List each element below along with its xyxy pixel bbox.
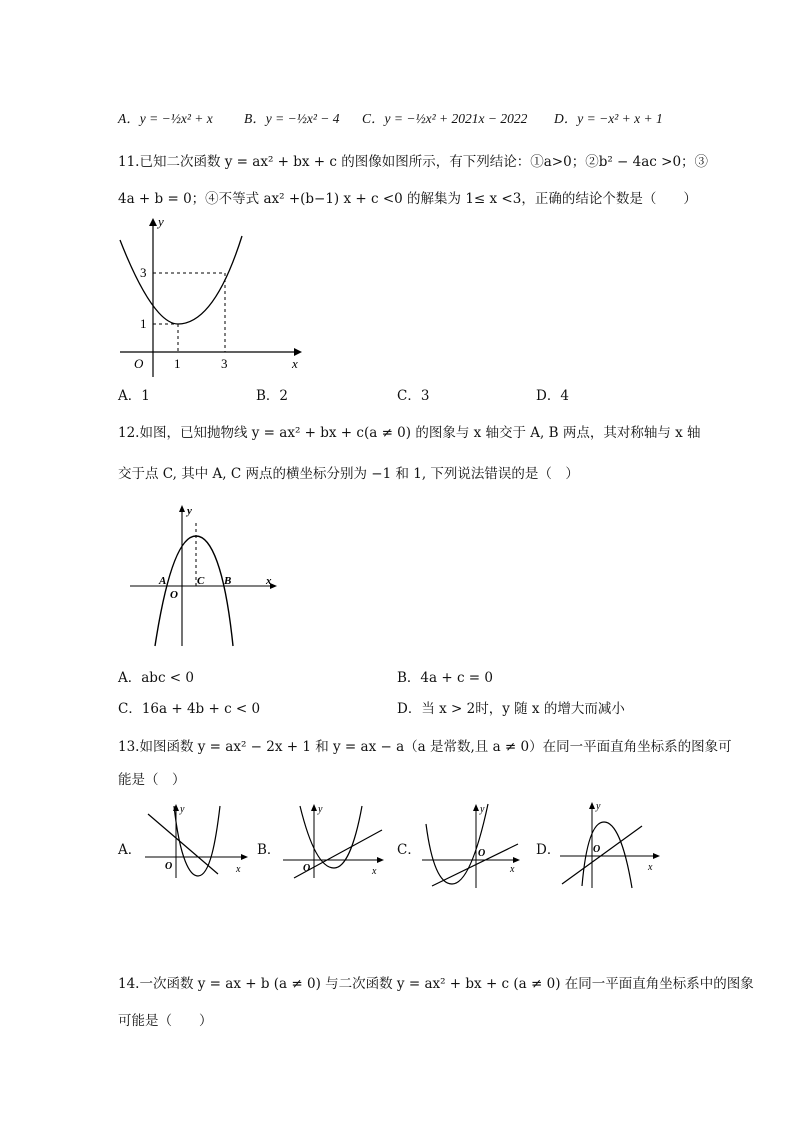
q11-origin-label: O: [134, 356, 144, 371]
q13d-y-label: y: [596, 801, 601, 812]
q13-option-d[interactable]: D．: [536, 842, 561, 858]
q11-parabola: [120, 236, 242, 324]
q12-option-c[interactable]: C．16a + 4b + c < 0: [118, 701, 261, 717]
q11-tick-y1: 1: [140, 316, 147, 331]
q13b-origin-label: O: [303, 863, 311, 874]
q11-stem-line2: 4a + b = 0；④不等式 ax² +(b−1) x + c <0 的解集为 1≤ x <3，正确的结论个数是（ ）: [118, 191, 697, 207]
q12-stem-line1: 12.如图，已知抛物线 y = ax² + bx + c(a ≠ 0) 的图象与 x 轴交于 A, B 两点，其对称轴与 x 轴: [118, 425, 701, 441]
q11-option-d[interactable]: D．4: [536, 388, 569, 404]
q13a-origin-label: O: [165, 861, 173, 872]
q13d-parabola: [582, 822, 632, 888]
q11-tick-x3: 3: [221, 356, 228, 371]
q12-point-b: B: [224, 575, 232, 587]
q12-point-c: C: [197, 575, 205, 587]
q13a-x-label: x: [236, 864, 241, 875]
q11-graph: [112, 212, 312, 382]
q12-parabola: [155, 536, 233, 646]
q12-option-b[interactable]: B．4a + c = 0: [397, 670, 493, 686]
q13c-line: [432, 844, 518, 886]
q13b-parabola: [300, 806, 362, 868]
q12-x-label: x: [266, 575, 272, 587]
q11-option-c[interactable]: C．3: [397, 388, 430, 404]
q13c-y-arrow-icon: [473, 804, 479, 811]
q11-y-label: y: [158, 214, 164, 229]
q13-stem-line2: 能是（ ）: [118, 772, 186, 788]
q13a-line: [148, 814, 218, 874]
q13c-origin-label: O: [478, 848, 486, 859]
q13c-x-arrow-icon: [513, 857, 520, 863]
q11-x-arrow-icon: [294, 348, 302, 356]
q13d-x-label: x: [648, 862, 653, 873]
q11-stem-line1: 11.已知二次函数 y = ax² + bx + c 的图像如图所示，有下列结论：①a>0；②b² − 4ac >0；③: [118, 154, 709, 170]
q11-tick-x1: 1: [174, 356, 181, 371]
q13c-parabola: [426, 804, 488, 884]
q10-option-c[interactable]: C．y = −½x² + 2021x − 2022: [362, 111, 528, 126]
q10-option-d[interactable]: D．y = −x² + x + 1: [554, 111, 663, 126]
q11-option-b[interactable]: B．2: [256, 388, 289, 404]
q13d-y-arrow-icon: [589, 802, 595, 809]
q11-y-arrow-icon: [149, 218, 157, 226]
q13-stem-line1: 13.如图函数 y = ax² − 2x + 1 和 y = ax − a（a 是常数,且 a ≠ 0）在同一平面直角坐标系的图象可: [118, 739, 732, 755]
q12-y-arrow-icon: [179, 505, 185, 512]
q13-graph-a: [140, 800, 252, 880]
q12-point-a: A: [159, 575, 167, 587]
q13d-origin-label: O: [593, 844, 601, 855]
q13a-parabola: [174, 806, 220, 876]
q13d-x-arrow-icon: [653, 853, 660, 859]
q10-option-b[interactable]: B．y = −½x² − 4: [244, 111, 340, 126]
q13a-x-arrow-icon: [241, 854, 248, 860]
q11-tick-y3: 3: [140, 265, 147, 280]
q13-option-b[interactable]: B．: [257, 842, 281, 858]
q14-stem-line2: 可能是（ ）: [118, 1013, 213, 1029]
q13b-y-arrow-icon: [311, 804, 317, 811]
q13a-y-label: y: [180, 804, 185, 815]
q12-option-d[interactable]: D．当 x > 2时，y 随 x 的增大而减小: [397, 701, 625, 717]
q13b-x-arrow-icon: [377, 857, 384, 863]
q12-y-label: y: [187, 505, 192, 517]
q13c-y-label: y: [480, 804, 485, 815]
q13-graph-c: [418, 800, 530, 890]
q12-origin-label: O: [170, 589, 178, 601]
q12-option-a[interactable]: A．abc < 0: [118, 670, 194, 686]
q14-stem-line1: 14.一次函数 y = ax + b (a ≠ 0) 与二次函数 y = ax² + bx + c (a ≠ 0) 在同一平面直角坐标系中的图象: [118, 976, 754, 992]
q10-option-a[interactable]: A．y = −½x² + x: [118, 111, 213, 126]
q13b-x-label: x: [372, 866, 377, 877]
q11-x-label: x: [292, 356, 298, 371]
q11-option-a[interactable]: A．1: [118, 388, 150, 404]
q12-stem-line2: 交于点 C, 其中 A, C 两点的横坐标分别为 −1 和 1, 下列说法错误的是（ ）: [118, 466, 579, 482]
q13b-y-label: y: [318, 804, 323, 815]
q13-graph-b: [278, 800, 390, 880]
q12-graph: [125, 498, 285, 648]
q13-option-a[interactable]: A．: [118, 842, 142, 858]
q13c-x-label: x: [510, 864, 515, 875]
q13-graph-d: [556, 800, 668, 890]
q13-option-c[interactable]: C．: [397, 842, 421, 858]
